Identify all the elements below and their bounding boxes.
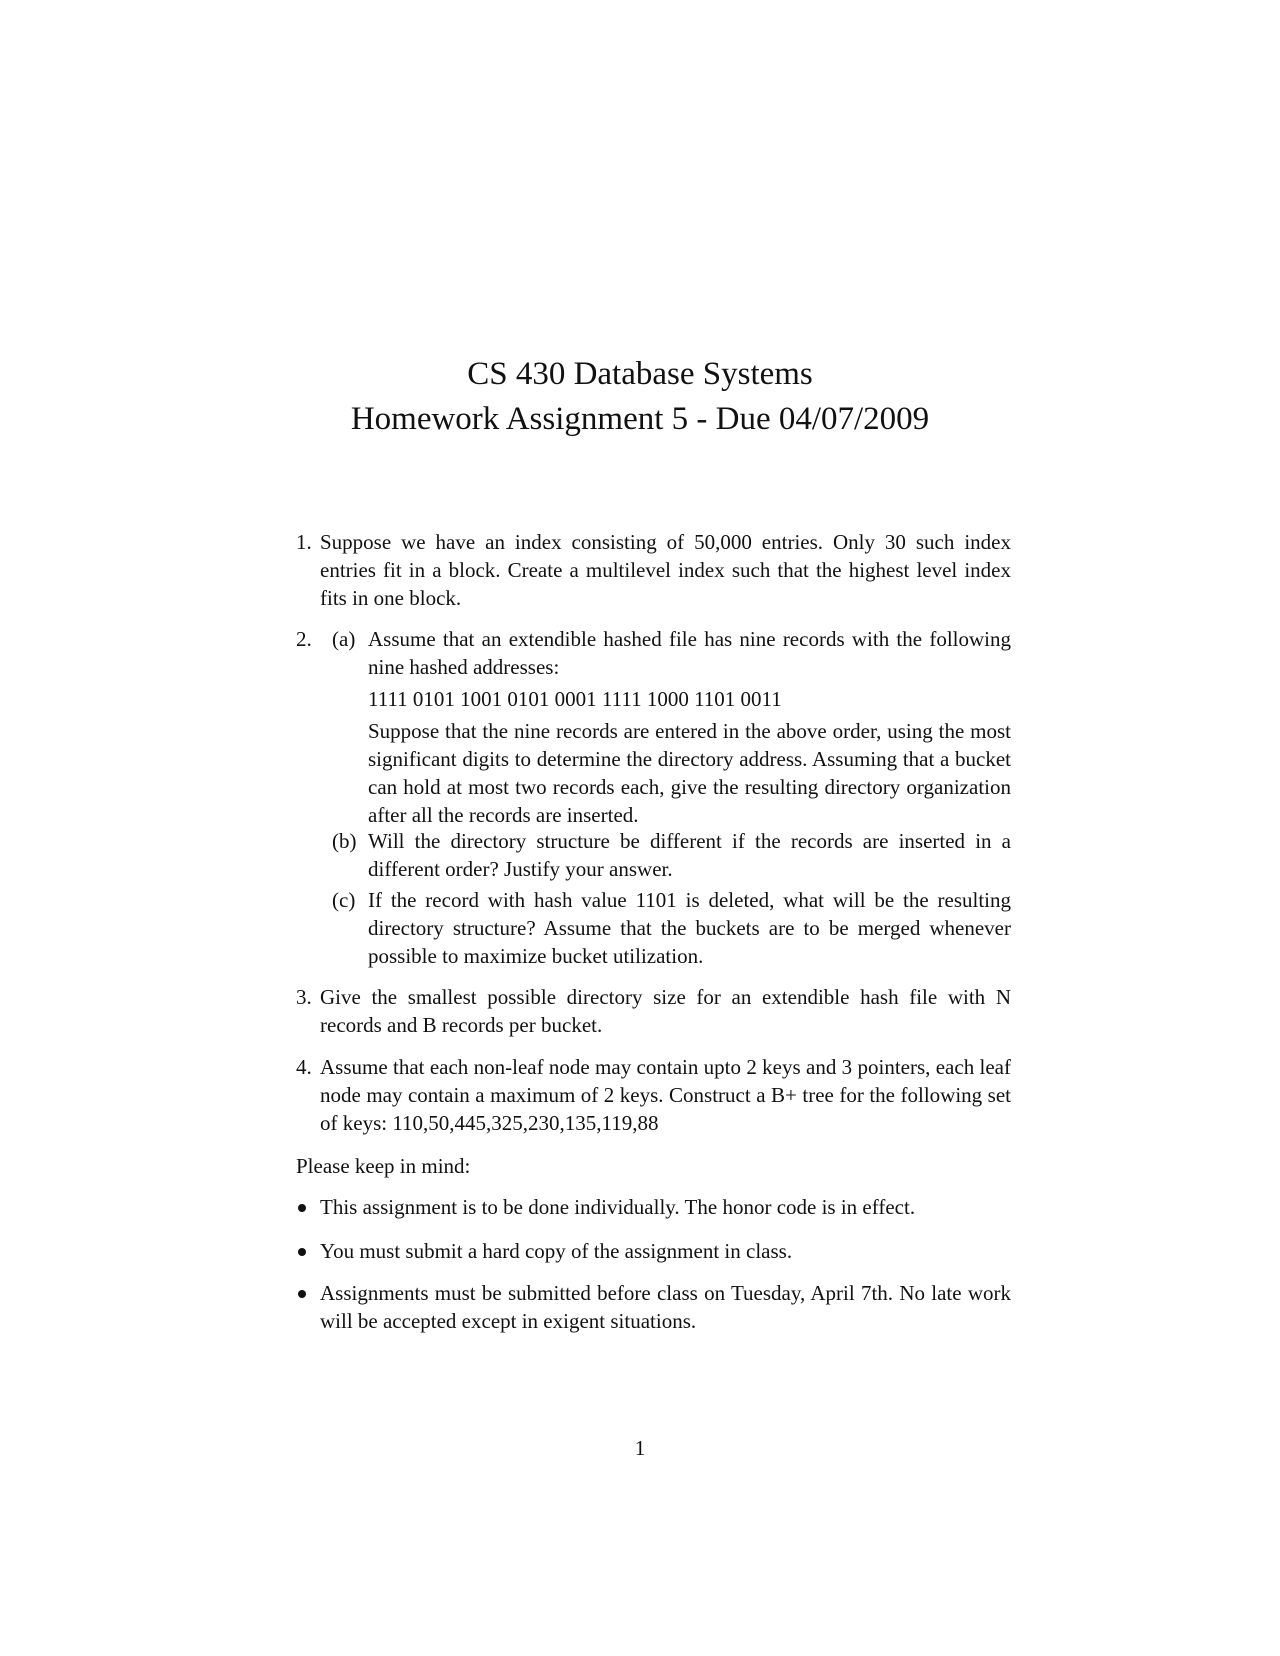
part-label: (b) (332, 829, 357, 853)
bullet-icon (298, 1204, 306, 1212)
part-label: (c) (332, 888, 356, 912)
list-item (296, 1237, 1011, 1265)
reminder-heading (296, 1152, 1011, 1180)
question-number: 4. (296, 1055, 312, 1079)
course-title: CS 430 Database Systems (467, 356, 813, 392)
list-item (296, 1193, 1011, 1221)
question-text: Suppose we have an index consisting of 50,000 entries. Only 30 such index entries fit in a block. Create a multilevel index such that the highest level index fits in one block. (320, 530, 1011, 610)
part-label: (a) (332, 627, 356, 651)
part-a-text: Suppose that the nine records are entered in the above order, using the most significant digits to determine the directory address. Assuming that a bucket can hold at most two records each, give the resulting directory organization after all the records are inserted. (368, 719, 1011, 827)
bullet-icon (298, 1290, 306, 1298)
hashed-addresses: 1111 0101 1001 0101 0001 1111 1000 1101 0011 (368, 687, 782, 711)
assignment-title: Homework Assignment 5 - Due 04/07/2009 (350, 401, 930, 437)
part-b-text: Will the directory structure be different if the records are inserted in a different order? Justify your answer. (368, 829, 1011, 881)
question-2b (296, 827, 1011, 883)
page-number: 1 (634, 1436, 646, 1460)
question-number: 1. (296, 530, 312, 554)
question-4 (296, 1053, 1011, 1137)
question-2c (296, 886, 1011, 970)
list-item (296, 827, 1011, 883)
part-c-text: If the record with hash value 1101 is deleted, what will be the resulting directory structure? Assume that the buckets are to be merged whenever possible to maximize bucket utilization. (368, 888, 1011, 968)
reminder-item-1 (296, 1193, 1011, 1221)
question-2 (296, 625, 1011, 829)
reminder-text: You must submit a hard copy of the assignment in class. (320, 1239, 793, 1263)
question-1 (296, 528, 1011, 612)
question-text: Give the smallest possible directory size for an extendible hash file with N records and B records per bucket. (320, 985, 1011, 1037)
question-text: Assume that each non-leaf node may contain upto 2 keys and 3 pointers, each leaf node may contain a maximum of 2 keys. Construct a B+ tree for the following set of keys: 110,50,445,325,230,135,119,88 (320, 1055, 1011, 1135)
question-3 (296, 983, 1011, 1039)
reminder-text: This assignment is to be done individually. The honor code is in effect. (320, 1195, 916, 1219)
list-item (296, 1053, 1011, 1137)
page-title (0, 352, 1280, 442)
question-number: 2. (296, 627, 312, 651)
reminder-item-2 (296, 1237, 1011, 1265)
reminder-text: Assignments must be submitted before class on Tuesday, April 7th. No late work will be accepted except in exigent situations. (320, 1281, 1011, 1333)
bullet-icon (298, 1248, 306, 1256)
list-item (296, 1279, 1011, 1335)
reminder-heading-text: Please keep in mind: (296, 1154, 471, 1178)
list-item (296, 528, 1011, 612)
part-a-intro: Assume that an extendible hashed file has nine records with the following nine hashed addresses: (368, 627, 1011, 679)
list-item (296, 983, 1011, 1039)
list-item (296, 886, 1011, 970)
reminder-item-3 (296, 1279, 1011, 1335)
question-number: 3. (296, 985, 312, 1009)
list-item (296, 625, 1011, 829)
